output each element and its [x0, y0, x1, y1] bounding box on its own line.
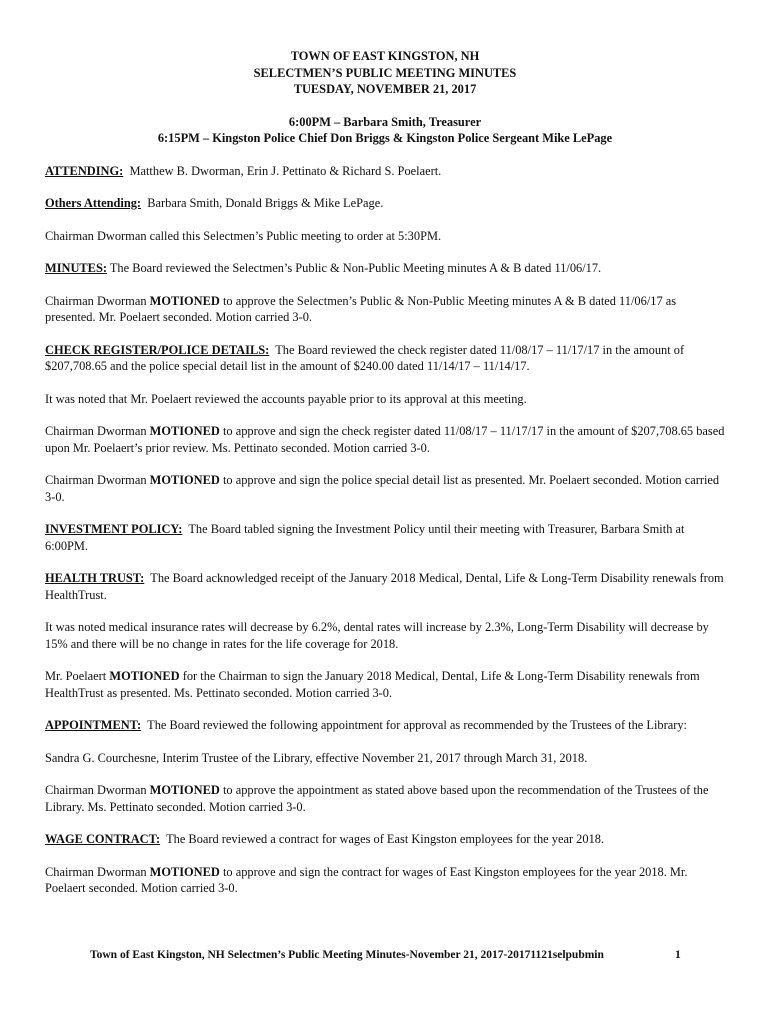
- wage-contract-label: WAGE CONTRACT:: [45, 832, 161, 846]
- others-label: Others Attending:: [45, 196, 142, 210]
- motion-keyword: MOTIONED: [109, 669, 180, 683]
- health-trust-motion: [45, 668, 725, 701]
- agenda-line-2: 6:15PM – Kingston Police Chief Don Briggs & Kingston Police Sergeant Mike LePage: [157, 131, 613, 145]
- check-register-text: The Board reviewed the check register dated 11/08/17 – 11/17/17 in the amount of $207,708.65 and the police special detail list in the amount of $240.00 dated 11/14/17 – 11/14/17.: [45, 342, 685, 373]
- investment-paragraph: [45, 521, 725, 554]
- health-trust-label: HEALTH TRUST:: [45, 571, 145, 585]
- motion-text: to approve and sign the contract for wages of East Kingston employees for the year 2018. Mr. Poelaert seconded. Motion carried 3-0.: [45, 864, 688, 895]
- wage-contract-paragraph: [45, 831, 725, 848]
- header-title: SELECTMEN’S PUBLIC MEETING MINUTES: [253, 65, 517, 80]
- header-date: TUESDAY, NOVEMBER 21, 2017: [293, 82, 477, 96]
- motion-maker: Chairman Dworman: [45, 783, 147, 797]
- motion-maker: Chairman Dworman: [45, 473, 147, 487]
- motion-keyword: MOTIONED: [149, 424, 220, 438]
- wage-contract-text: The Board reviewed a contract for wages of East Kingston employees for the year 2018.: [166, 832, 605, 846]
- others-attending-paragraph: [45, 195, 725, 212]
- police-detail-motion: [45, 472, 725, 505]
- attending-label: ATTENDING:: [45, 163, 124, 178]
- motion-maker: Chairman Dworman: [45, 424, 147, 438]
- appointment-paragraph: [45, 717, 725, 734]
- motion-text: to approve the Selectmen’s Public & Non-Public Meeting minutes A & B dated 11/06/17 as presented. Mr. Poelaert seconded. Motion carried 3-0.: [45, 293, 677, 324]
- wage-contract-motion: [45, 864, 725, 897]
- motion-keyword: MOTIONED: [149, 473, 220, 487]
- motion-text: to approve and sign the police special detail list as presented. Mr. Poelaert seconded. Motion carried 3-0.: [45, 473, 720, 504]
- motion-maker: Mr. Poelaert: [45, 669, 107, 683]
- appointment-detail: Sandra G. Courchesne, Interim Trustee of the Library, effective November 21, 2017 through March 31, 2018.: [45, 750, 588, 765]
- health-trust-paragraph: [45, 570, 725, 603]
- investment-label: INVESTMENT POLICY:: [45, 522, 183, 536]
- motion-keyword: MOTIONED: [149, 864, 220, 879]
- header-town: TOWN OF EAST KINGSTON, NH: [290, 49, 480, 63]
- motion-keyword: MOTIONED: [149, 783, 220, 797]
- agenda-line-1: 6:00PM – Barbara Smith, Treasurer: [288, 114, 482, 129]
- page-footer: [90, 947, 690, 964]
- minutes-label: MINUTES:: [45, 261, 107, 275]
- motion-maker: Chairman Dworman: [45, 293, 147, 308]
- minutes-paragraph: [45, 260, 725, 277]
- document-page: [45, 48, 725, 913]
- call-to-order: Chairman Dworman called this Selectmen’s Public meeting to order at 5:30PM.: [45, 228, 442, 243]
- check-register-label: CHECK REGISTER/POLICE DETAILS:: [45, 342, 270, 357]
- investment-text: The Board tabled signing the Investment Policy until their meeting with Treasurer, Barbara Smith at 6:00PM.: [45, 522, 685, 553]
- health-trust-text: The Board acknowledged receipt of the January 2018 Medical, Dental, Life & Long-Term Disability renewals from HealthTrust.: [45, 571, 724, 602]
- motion-maker: Chairman Dworman: [45, 864, 147, 879]
- attending-text: Matthew B. Dworman, Erin J. Pettinato & Richard S. Poelaert.: [129, 163, 442, 178]
- health-trust-note: It was noted medical insurance rates will decrease by 6.2%, dental rates will increase by 2.3%, Long-Term Disability will decrease by 15% and there will be no change in rates for the life coverage for 2018.: [45, 620, 709, 651]
- appointment-label: APPOINTMENT:: [45, 718, 142, 732]
- motion-text: to approve and sign the check register dated 11/08/17 – 11/17/17 in the amount of $207,708.65 based upon Mr. Poelaert’s prior review. Ms. Pettinato seconded. Motion carried 3-0.: [45, 424, 725, 455]
- minutes-motion: [45, 293, 725, 326]
- attending-paragraph: [45, 163, 725, 180]
- motion-text: for the Chairman to sign the January 2018 Medical, Dental, Life & Long-Term Disability renewals from HealthTrust as presented. Ms. Pettinato seconded. Motion carried 3-0.: [45, 669, 700, 700]
- motion-keyword: MOTIONED: [149, 293, 220, 308]
- minutes-text: The Board reviewed the Selectmen’s Public & Non-Public Meeting minutes A & B dated 11/06/17.: [109, 261, 602, 275]
- appointment-text: The Board reviewed the following appointment for approval as recommended by the Trustees of the Library:: [147, 718, 688, 732]
- appointment-motion: [45, 782, 725, 815]
- check-register-motion: [45, 423, 725, 456]
- footer-text: Town of East Kingston, NH Selectmen’s Public Meeting Minutes-November 21, 2017-20171121selpubmin: [90, 949, 604, 961]
- others-text: Barbara Smith, Donald Briggs & Mike LePage.: [147, 196, 384, 210]
- check-register-paragraph: [45, 342, 725, 375]
- check-register-note: It was noted that Mr. Poelaert reviewed the accounts payable prior to its approval at this meeting.: [45, 391, 527, 406]
- page-number: 1: [675, 949, 681, 961]
- motion-text: to approve the appointment as stated above based upon the recommendation of the Trustees of the Library. Ms. Pettinato seconded. Motion carried 3-0.: [45, 783, 709, 814]
